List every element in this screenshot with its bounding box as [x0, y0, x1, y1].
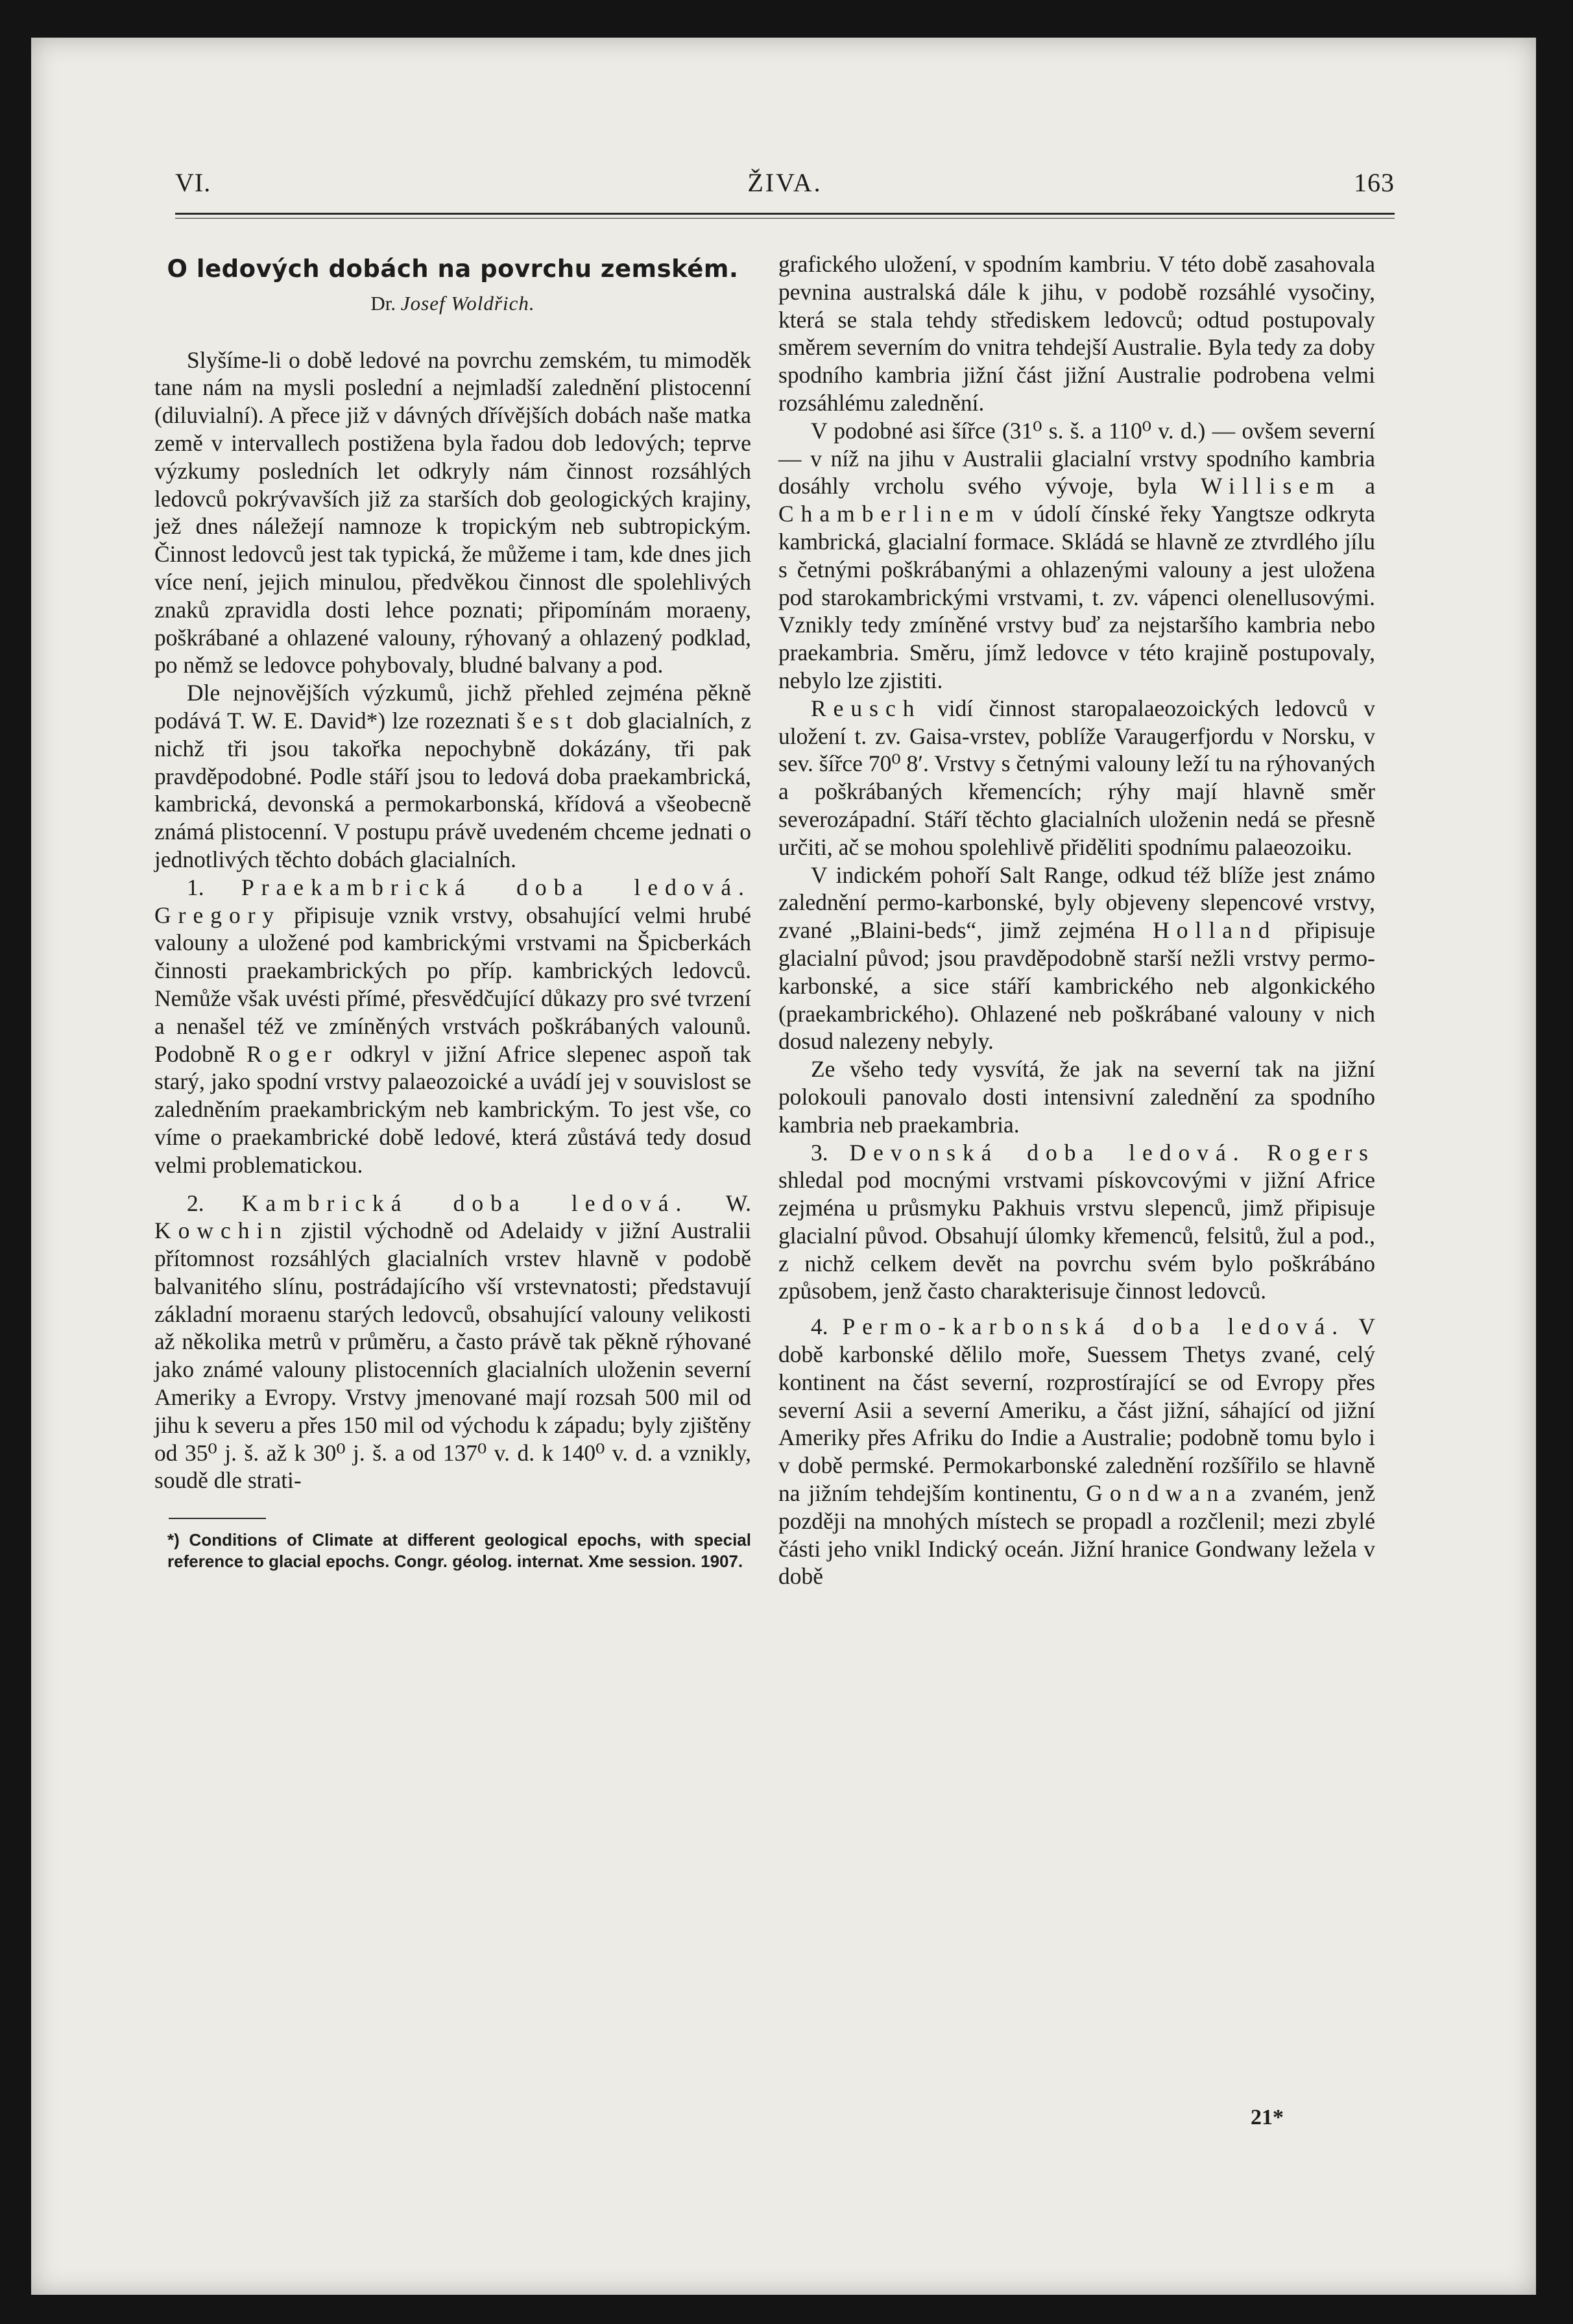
page-number: 163 [1354, 168, 1395, 197]
person-name: Reusch [811, 695, 922, 721]
document-page [31, 38, 1536, 2295]
article-title: O ledových dobách na povrchu zemském. [167, 255, 739, 283]
section-heading: Permo-karbonská doba ledová. [842, 1313, 1345, 1340]
byline-prefix: Dr. [370, 291, 396, 315]
header-rule [175, 213, 1395, 219]
paragraph: grafického uložení, v spodním kambriu. V této době zasahovala pevnina australská dále k jihu, v podobě rozsáhlé vysočiny, která se stala tehdy střediskem ledovců; odtud postupovaly směrem severním do vnitra tehdejší Australie. Byla tedy za doby spodního kambria jižní část jižní Australie podrobena velmi rozsáhlému zalednění. [778, 251, 1375, 416]
journal-title: ŽIVA. [747, 168, 823, 197]
person-name: Holland [1153, 917, 1277, 944]
volume-number: VI. [175, 168, 211, 197]
paragraph: V indickém pohoří Salt Range, odkud též blíže jest známo zalednění permo-karbonské, byly objeveny slepencové vrstvy, zvané „Blaini-beds“, jimž zejména Holland připisuje glacialní původ; jsou pravděpodobně starší nežli vrstvy permo-karbonské, a sice stáří kambrického neb algonkického (praekambrického). Ohlazené neb poškrábané valouny v nich dosud nalezeny nebyly. [778, 861, 1376, 1055]
section-heading: Praekambrická doba ledová. [241, 874, 752, 900]
person-name: Rogers [1267, 1139, 1375, 1166]
person-name: Kowchin [154, 1217, 289, 1244]
right-column [778, 250, 1375, 1590]
person-name: Roger [246, 1040, 339, 1067]
section-heading: Kambrická doba ledová. [241, 1190, 689, 1216]
footnote-rule [169, 1518, 266, 1519]
paragraph: Dle nejnovějších výzkumů, jichž přehled zejména pěkně podává T. W. E. David*) lze rozeznati šest dob glacialních, z nichž tři jsou takořka nepochybně dokázány, tři pak pravděpodobné. Podle stáří jsou to ledová doba praekambrická, kambrická, devonská a permokarbonská, křídová a všeobecně známá plistocenní. V postupu právě uvedeném chceme jednati o jednotlivých těchto dobách glacialních. [154, 680, 751, 872]
person-name: Chamberlinem [778, 501, 1001, 527]
section-kambricka: 2. Kambrická doba ledová. W. Kowchin zjistil východně od Adelaidy v jižní Australii přítomnost rozsáhlých glacialních vrstev hlavně v podobě balvanitého slínu, postrádajícího vší vrstevnatosti; představují základní moraenu starých ledovců, obsahující valouny velikosti až několika metrů v průměru, a často právě tak pěkně rýhované jako známé valouny plistocenních glacialních uloženin severní Ameriky a Evropy. Vrstvy jmenované mají rozsah 500 mil od jihu k severu a přes 150 mil od východu k západu; byly zjištěny od 35⁰ j. š. až k 30⁰ j. š. a od 137⁰ v. d. k 140⁰ v. d. a vznikly, soudě dle strati- [154, 1190, 752, 1494]
paragraph: Slyšíme-li o době ledové na povrchu zemském, tu mimoděk tane nám na mysli poslední a nejmladší zalednění plistocenní (diluvialní). A přece již v dávných dřívějších dobách naše matka země v intervallech postižena byla řadou dob ledových; teprve výzkumy posledních let odkryly nám činnost rozsáhlých ledovců pokrývavších již za starších dob geologických krajiny, jež dnes náležejí namnoze k tropickým neb subtropickým. Činnost ledovců jest tak typická, že můžeme i tam, kde dnes jich více není, jejich minulou, předvěkou činnost dle spolehlivých znaků zpravidla dosti lehce poznati; připomínám moraeny, poškrábané a ohlazené valouny, rýhovaný a ohlazený podklad, po němž se ledovce pohybovaly, bludné balvany a pod. [154, 346, 751, 678]
section-heading: Devonská doba ledová. [849, 1139, 1246, 1166]
author-name: Josef Woldřich. [400, 291, 535, 315]
byline [154, 290, 751, 318]
running-header [175, 167, 1395, 204]
person-name: Willisem [1200, 473, 1341, 499]
place-name: Gondwana [1086, 1480, 1243, 1507]
left-column [154, 250, 751, 1572]
footnote: *) Conditions of Climate at different geological epochs, with special reference to glacial epochs. Congr. géolog. internat. Xme session. 1907. [167, 1530, 751, 1572]
section-praekambricka: 1. Praekambrická doba ledová. Gregory připisuje vznik vrstvy, obsahující velmi hrubé valouny a uložené pod kambrickými vrstvami na Špicberkách činnosti praekambrických po příp. kambrických ledovců. Nemůže však uvésti přímé, přesvědčující důkazy pro své tvrzení a nenašel též ve zmíněných vrstvách poškrábaných valounů. Podobně Roger odkryl v jižní Africe slepenec aspoň tak starý, jako spodní vrstvy palaeozoické a uvádí jej v souvislost se zaledněním praekambrickým neb kambrickým. To jest vše, co víme o praekambrické době ledové, která zůstává tedy dosud velmi problematickou. [154, 874, 752, 1178]
paragraph: Ze všeho tedy vysvítá, že jak na severní tak na jižní polokouli panovalo dosti intensivní zalednění za spodního kambria neb praekambria. [778, 1056, 1375, 1138]
section-permokarbonska: 4. Permo-karbonská doba ledová. V době karbonské dělilo moře, Suessem Thetys zvané, celý kontinent na část severní, rozprostírající se od Evropy přes severní Asii a severní Ameriku, a část jižní, sáhající od jižní Ameriky přes Afriku do Indie a Australie; podobně tomu bylo i v době permské. Permokarbonské zalednění rozšířilo se hlavně na jižním tehdejším kontinentu, Gondwana zvaném, jenž později na mnohých místech se propadl a rozčlenil; mezi zbylé části jeho vnikl Indický oceán. Jižní hranice Gondwany ležela v době [778, 1313, 1376, 1590]
paragraph: Reusch vidí činnost staropalaeozoických ledovců v uložení t. zv. Gaisa-vrstev, poblíže Varaugerfjordu v Norsku, v sev. šířce 70⁰ 8′. Vrstvy s četnými valouny leží tu na rýhovaných a poškrábaných křemencích; rýhy mají hlavně směr severozápadní. Stáří těchto glacialních uloženin nedá se přesně určiti, ač se mohou spolehlivě přiděliti spodnímu palaeozoiku. [778, 695, 1375, 860]
person-name: Gregory [154, 902, 282, 928]
spaced-word: šest [516, 707, 580, 734]
paragraph: V podobné asi šířce (31⁰ s. š. a 110⁰ v. d.) — ovšem severní — v níž na jihu v Australii glacialní vrstvy spodního kambria dosáhly vrcholu svého vývoje, byla Willisem a Chamberlinem v údolí čínské řeky Yangtsze odkryta kambrická, glacialní formace. Skládá se hlavně ze ztvrdlého jílu s četnými poškrábanými a ohlazenými valouny a jest uložena pod starokambrickými vrstvami, t. zv. vápenci olenellusovými. Vznikly tedy zmíněné vrstvy buď za nejstaršího kambria nebo praekambria. Směru, jímž ledovce v této krajině postupovaly, nebylo lze zjistiti. [778, 417, 1376, 693]
signature-mark: 21* [1251, 2105, 1284, 2129]
section-devonska: 3. Devonská doba ledová. Rogers shledal pod mocnými vrstvami pískovcovými v jižní Africe zejména u průsmyku Pakhuis vrstvu slepenců, jimž připisuje glacialní původ. Obsahují úlomky křemenců, felsitů, žul a pod., z nichž celkem devět na povrchu svém bylo poškrábáno způsobem, jenž často charakterisuje činnost ledovců. [778, 1139, 1375, 1304]
